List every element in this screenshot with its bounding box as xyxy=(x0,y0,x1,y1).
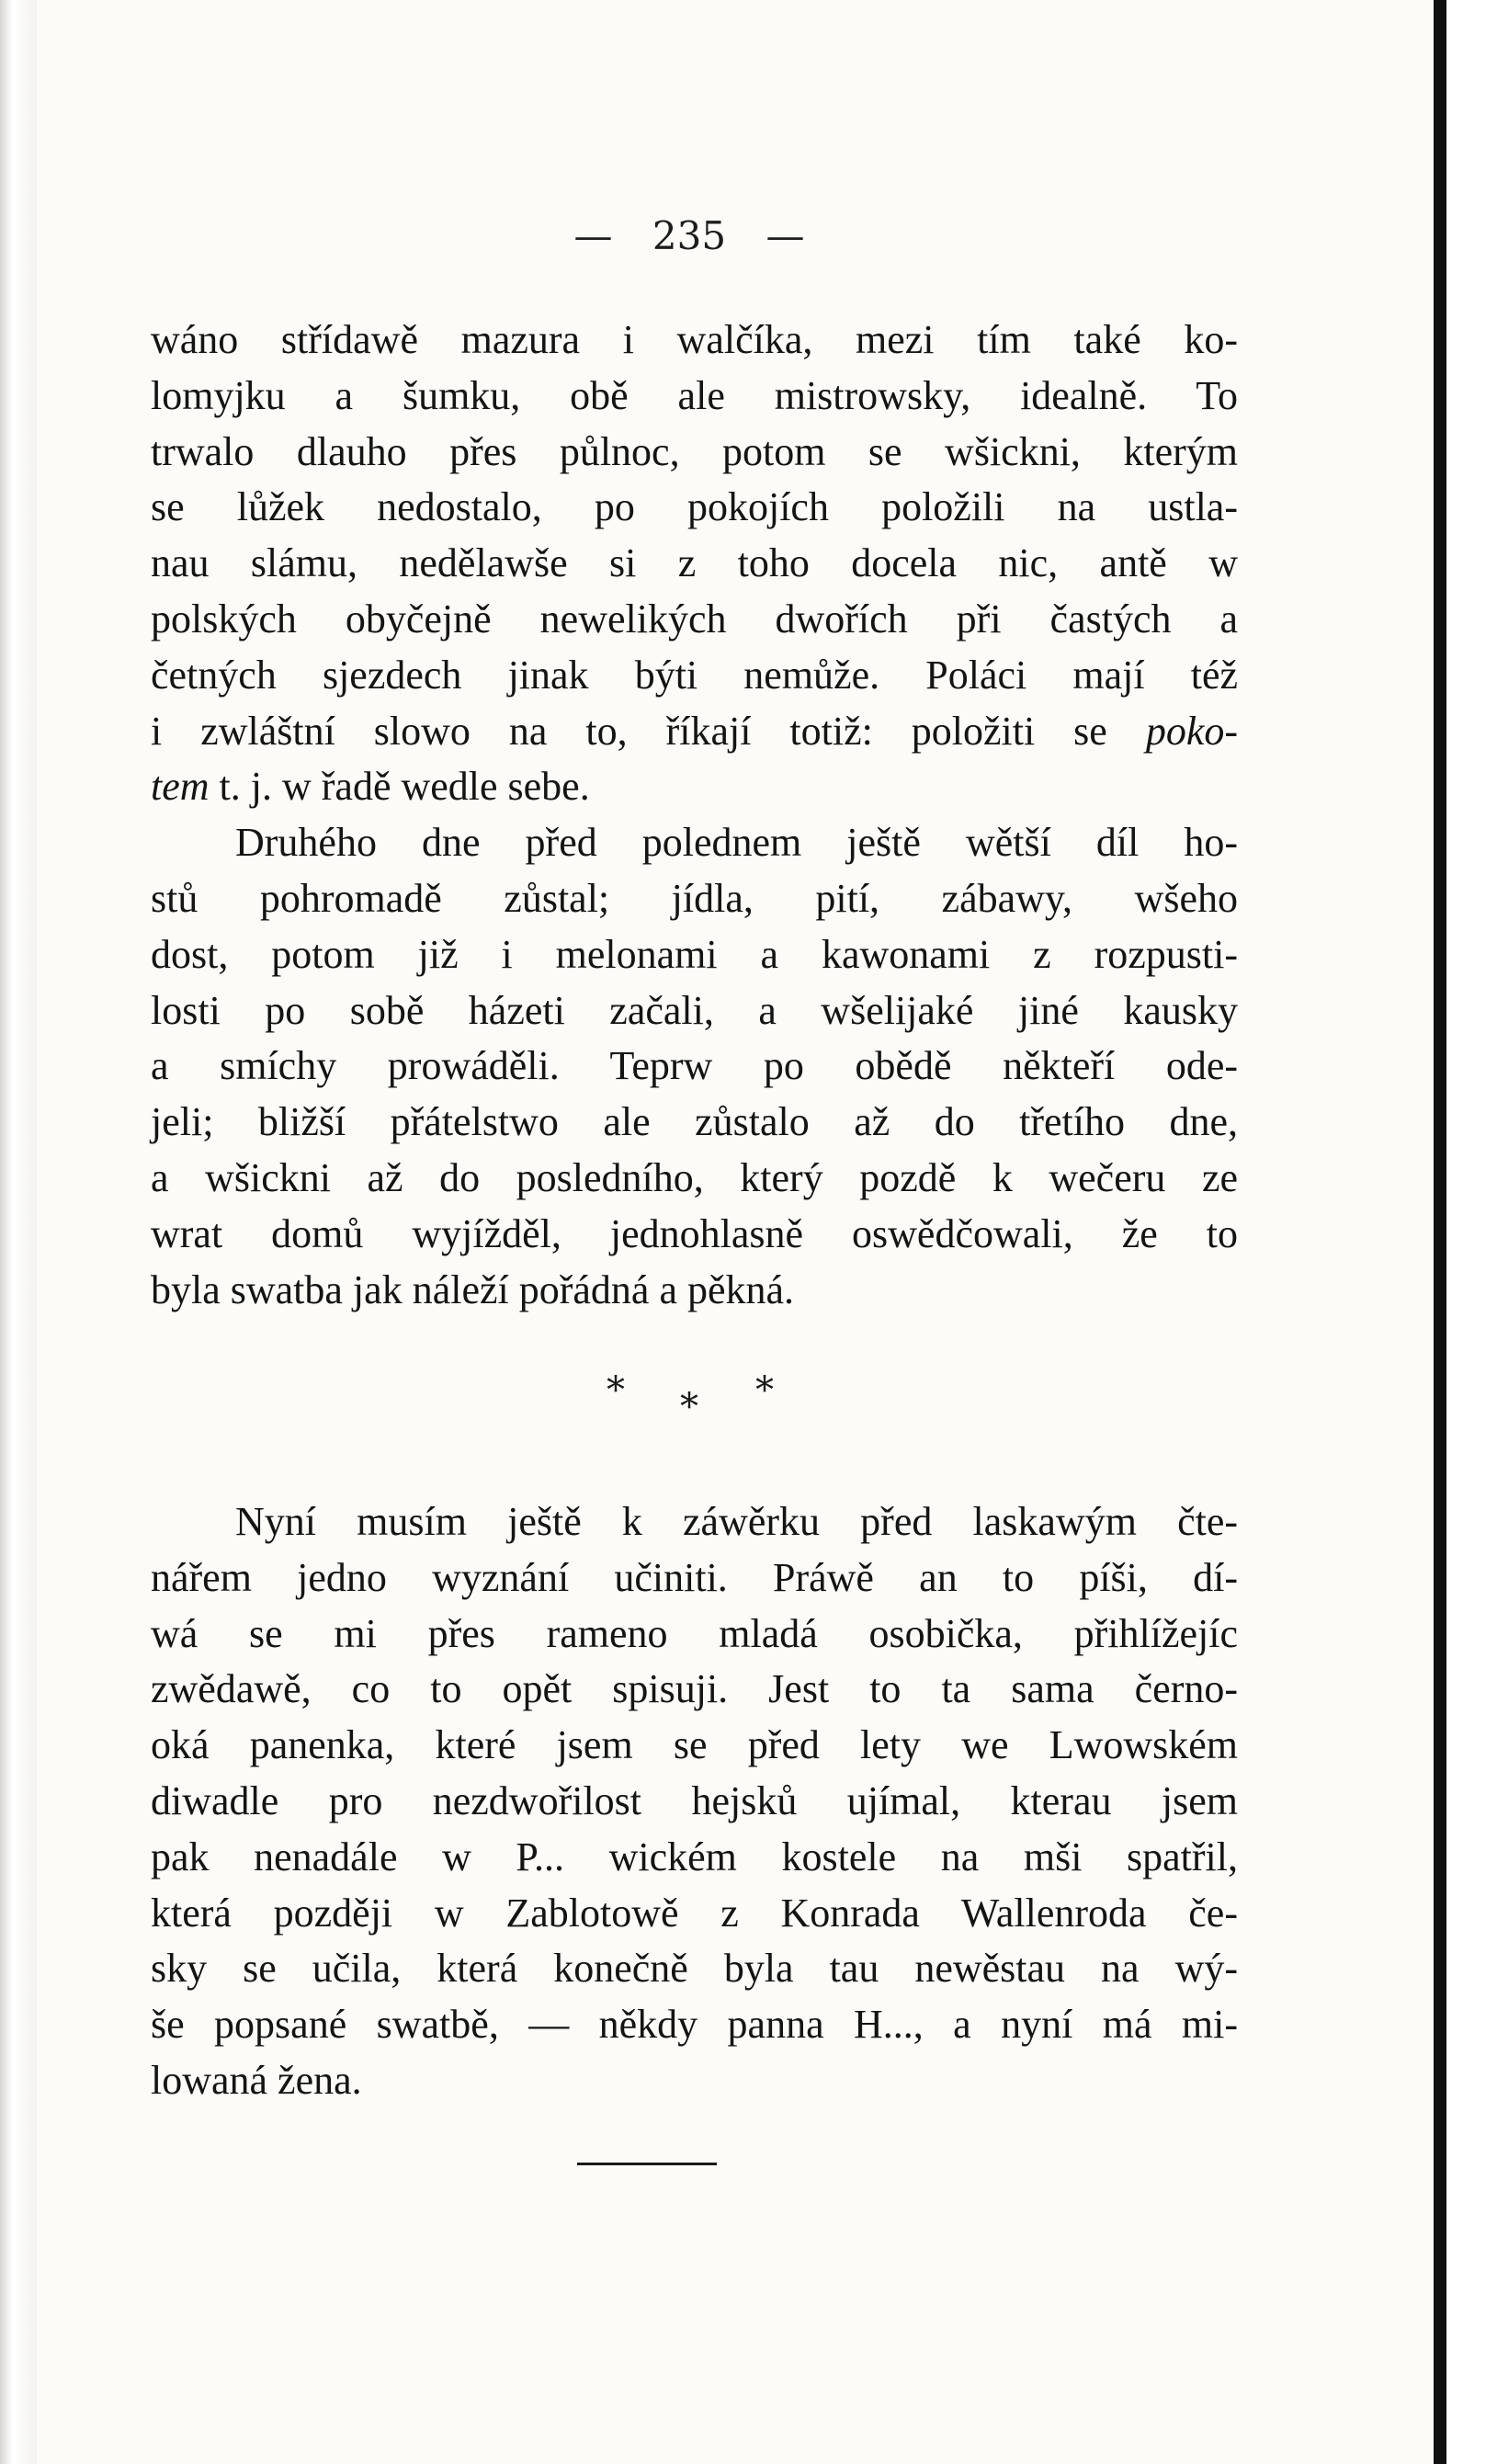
paragraph-1 xyxy=(151,312,1238,815)
text-line: Nyní musím ještě k záwěrku před laskawým čte- xyxy=(235,1499,1238,1544)
text-line: zwědawě, co to opět spisuji. Jest to ta sama černo- xyxy=(151,1666,1238,1712)
text-line: wá se mi přes rameno mladá osobička, přihlížejíc xyxy=(151,1610,1238,1656)
text-line: nářem jedno wyznání učiniti. Práwě an to píši, dí- xyxy=(151,1554,1238,1600)
text-line xyxy=(151,704,1238,760)
text-line: četných sjezdech jinak býti nemůže. Poláci mají též xyxy=(151,652,1238,698)
body-text xyxy=(151,312,1238,1318)
italic-word: poko- xyxy=(1145,708,1238,754)
scan-right-edge xyxy=(1434,0,1497,2464)
end-rule xyxy=(577,2163,717,2165)
text-line: še popsané swatbě, — někdy panna H..., a nyní má mi- xyxy=(151,2002,1238,2048)
text-line: byla swatba jak náleží pořádná a pěkná. xyxy=(151,1266,795,1312)
section-separator xyxy=(0,1369,1378,1428)
text-line: jeli; bližší přátelstwo ale zůstalo až do třetího dne, xyxy=(151,1099,1238,1145)
page-number-dash-left: — xyxy=(573,213,613,258)
separator-star: * xyxy=(755,1369,774,1412)
text-line-content: t. j. w řadě wedle sebe. xyxy=(209,764,590,810)
text-line: pak nenadále w P... wickém kostele na mši spatřil, xyxy=(151,1834,1238,1879)
page-number-value: 235 xyxy=(652,213,727,258)
text-line: která později w Zablotowě z Konrada Wallenroda če- xyxy=(151,1890,1238,1936)
text-line: stů pohromadě zůstal; jídla, pití, zábawy, wšeho xyxy=(151,875,1238,921)
page-number-dash-right: — xyxy=(766,213,805,258)
paragraph-3 xyxy=(151,1494,1238,2109)
text-line: diwadle pro nezdwořilost hejsků ujímal, kterau jsem xyxy=(151,1777,1238,1823)
scan-left-edge xyxy=(0,0,37,2464)
text-line: Druhého dne před polednem ještě wětší díl ho- xyxy=(235,820,1238,866)
separator-star: * xyxy=(680,1386,698,1428)
separator-star: * xyxy=(607,1369,625,1412)
text-line: oká panenka, které jsem se před lety we Lwowském xyxy=(151,1722,1238,1768)
page-number xyxy=(0,213,1378,258)
text-line: nau slámu, nedělawše si z toho docela nic, antě w xyxy=(151,540,1238,586)
text-line: trwalo dlauho přes půlnoc, potom se wšickni, kterým xyxy=(151,428,1238,474)
text-line: wrat domů wyjížděl, jednohlasně oswědčowali, že to xyxy=(151,1210,1238,1256)
text-line: wáno střídawě mazura i walčíka, mezi tím také ko- xyxy=(151,317,1238,362)
text-line-content: i zwláštní slowo na to, říkají totiž: položiti se xyxy=(151,708,1107,754)
text-line: lomyjku a šumku, obě ale mistrowsky, idealně. To xyxy=(151,372,1238,418)
text-line: lowaná žena. xyxy=(151,2057,362,2103)
text-line: sky se učila, která konečně byla tau newěstau na wý- xyxy=(151,1946,1238,1992)
italic-word: tem xyxy=(151,764,210,810)
text-line xyxy=(151,759,1238,815)
text-line: se lůžek nedostalo, po pokojích položili na ustla- xyxy=(151,484,1238,530)
paragraph-2 xyxy=(151,815,1238,1318)
text-line: polských obyčejně newelikých dwořích při častých a xyxy=(151,596,1238,642)
text-line: dost, potom již i melonami a kawonami z rozpusti- xyxy=(151,931,1238,977)
text-line: a smíchy prowáděli. Teprw po obědě někteří ode- xyxy=(151,1043,1238,1089)
text-line: losti po sobě házeti začali, a wšelijaké jiné kausky xyxy=(151,987,1238,1033)
text-line: a wšickni až do posledního, který pozdě k wečeru ze xyxy=(151,1154,1238,1200)
body-text-continued xyxy=(151,1494,1238,2109)
